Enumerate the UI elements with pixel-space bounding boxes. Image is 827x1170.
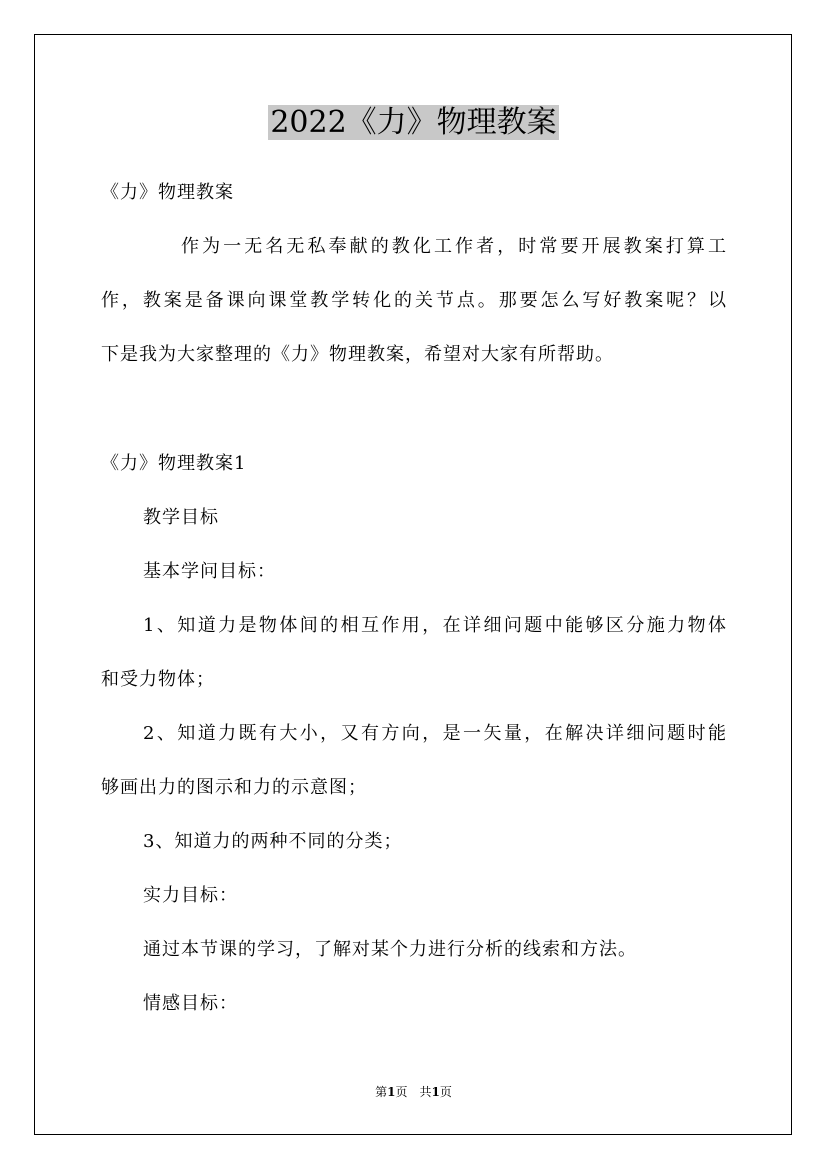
- ability-goals-text: 通过本节课的学习，了解对某个力进行分析的线索和方法。: [143, 939, 637, 960]
- goal-3: 3、知道力的两种不同的分类；: [143, 831, 403, 852]
- footer-suffix: 页: [439, 1085, 452, 1099]
- goal-2-line-2: 够画出力的图示和力的示意图；: [101, 777, 367, 798]
- teaching-goals-heading: 教学目标: [143, 507, 219, 528]
- footer-prefix: 第: [375, 1085, 388, 1099]
- footer-page-total: 1: [431, 1085, 440, 1099]
- intro-line-2: 作，教案是备课向课堂教学转化的关节点。那要怎么写好教案呢？以: [101, 290, 727, 311]
- emotion-goals-heading: 情感目标：: [143, 993, 238, 1014]
- ability-goals-heading: 实力目标：: [143, 885, 238, 906]
- knowledge-goals-heading: 基本学问目标：: [143, 561, 276, 582]
- footer-page-number: 1: [387, 1085, 396, 1099]
- page-footer: [0, 1083, 827, 1101]
- goal-2-line-1: 2、知道力既有大小，又有方向，是一矢量，在解决详细问题时能: [143, 723, 727, 744]
- document-title-text: 2022《力》物理教案: [270, 105, 557, 140]
- section-heading: 《力》物理教案1: [101, 453, 247, 474]
- footer-mid: 页 共: [395, 1085, 432, 1099]
- goal-1-line-1: 1、知道力是物体间的相互作用，在详细问题中能够区分施力物体: [143, 615, 727, 636]
- document-title: [0, 101, 827, 145]
- document-subtitle: 《力》物理教案: [101, 182, 234, 203]
- intro-line-1: 作为一无名无私奉献的教化工作者，时常要开展教案打算工: [181, 236, 727, 257]
- intro-line-3: 下是我为大家整理的《力》物理教案，希望对大家有所帮助。: [101, 344, 614, 365]
- goal-1-line-2: 和受力物体；: [101, 669, 215, 690]
